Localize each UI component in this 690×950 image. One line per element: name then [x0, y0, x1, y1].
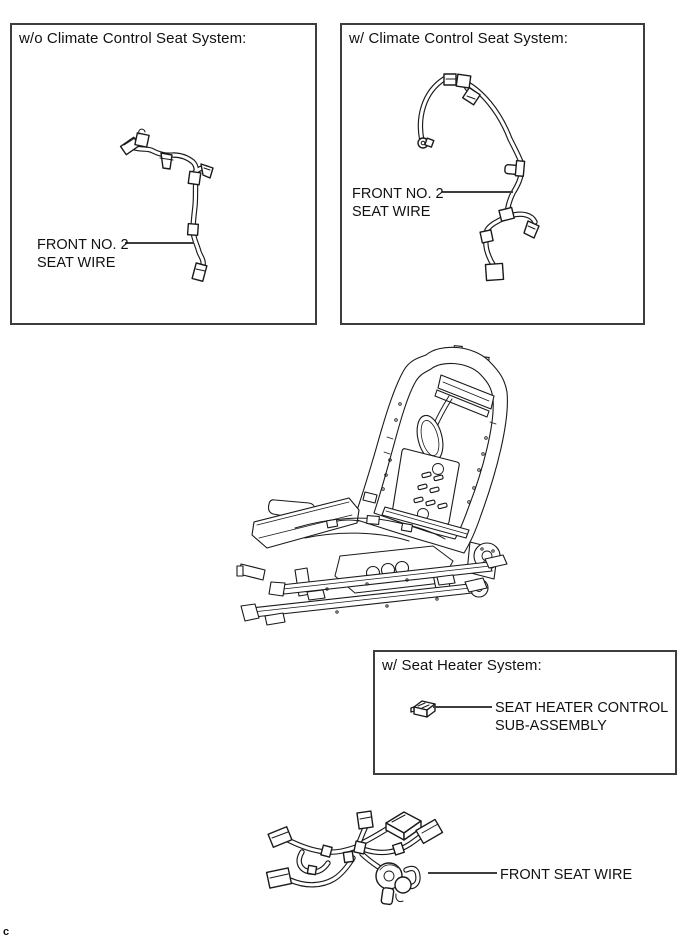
front-no2-seat-wire-illustration-b	[360, 65, 550, 290]
callout-front-seat-wire: FRONT SEAT WIRE	[500, 867, 633, 883]
callout-front-no2-seat-wire-a: FRONT NO. 2 SEAT WIRE	[37, 237, 129, 271]
seat-heater-control-connector-icon	[410, 698, 440, 720]
panel-w-climate-title: w/ Climate Control Seat System:	[349, 30, 569, 47]
leader-line	[442, 191, 513, 193]
leader-line	[433, 706, 492, 708]
seat-frame-illustration	[237, 342, 543, 642]
front-seat-wire-illustration	[258, 800, 458, 912]
callout-seat-heater-control: SEAT HEATER CONTROL SUB-ASSEMBLY	[495, 700, 669, 734]
page-footnote: c	[3, 926, 10, 938]
callout-front-no2-seat-wire-b: FRONT NO. 2 SEAT WIRE	[352, 186, 444, 220]
leader-line	[125, 242, 194, 244]
leader-line	[428, 872, 497, 874]
front-no2-seat-wire-illustration-a	[115, 124, 220, 286]
panel-wo-climate-title: w/o Climate Control Seat System:	[19, 30, 247, 47]
panel-seat-heater-title: w/ Seat Heater System:	[382, 657, 542, 674]
